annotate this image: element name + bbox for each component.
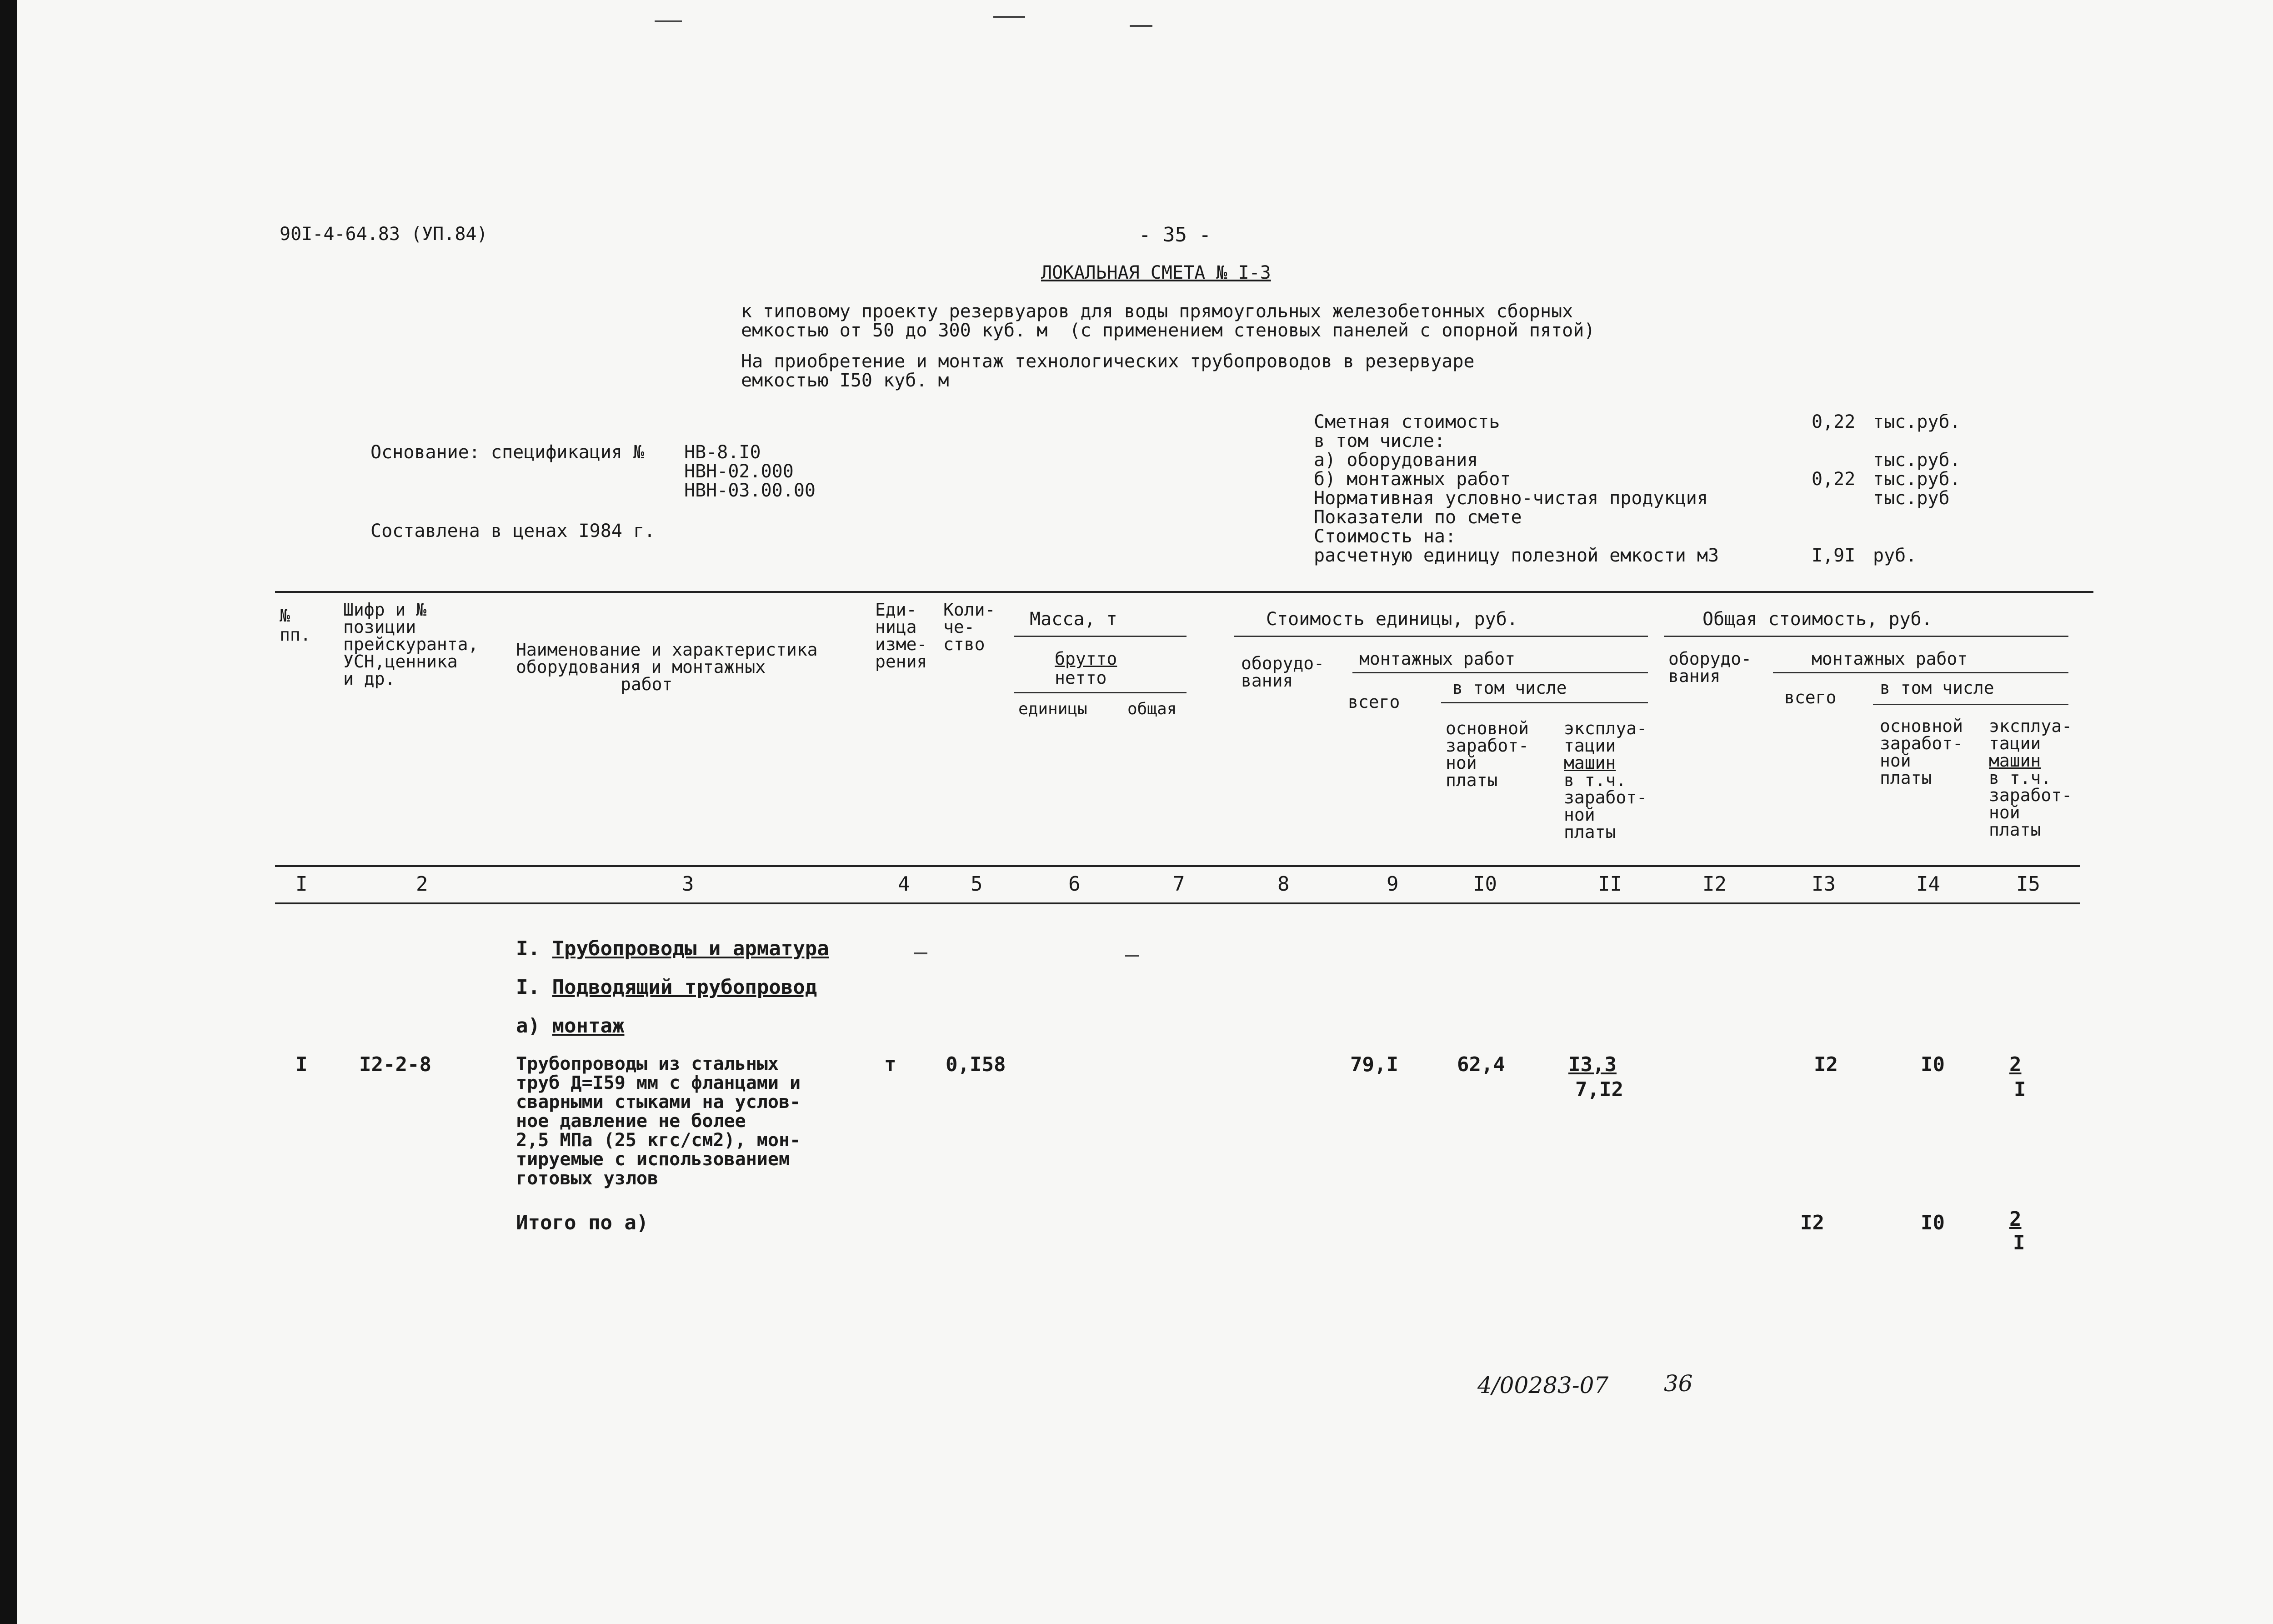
purpose-line2: емкостью I50 куб. м (741, 370, 949, 391)
subtotal-c15-bottom: I (2013, 1231, 2025, 1254)
hdr-t-mounting-rule (1773, 672, 2068, 673)
hdr-t-equip-1: оборудо- (1668, 649, 1752, 669)
row1-name-2: труб Д=I59 мм с фланцами и (516, 1073, 801, 1093)
scan-edge (0, 0, 17, 1624)
hdr-incl: в том числе (1452, 678, 1567, 698)
row1-name-5: 2,5 МПа (25 кгс/см2), мон- (516, 1130, 801, 1151)
hdr-code-1: Шифр и № (343, 600, 427, 620)
section-num: I. (516, 937, 552, 960)
hdr-unit-1: Еди- (875, 600, 917, 620)
hdr-name-1: Наименование и характеристика (516, 640, 818, 660)
purpose-line1: На приобретение и монтаж технологических трубопроводов в резервуаре (741, 351, 1475, 372)
hdr-t-mach-incl-1: в т.ч. (1989, 768, 2052, 788)
cost-summary-line3: а) оборудования (1314, 450, 1478, 471)
cost-summary-line1: Сметная стоимость (1314, 411, 1500, 432)
unit-cost-unit: руб. (1873, 545, 1917, 566)
hdr-t-mounting: монтажных работ (1812, 649, 1968, 669)
section-pipes-valves (516, 939, 829, 959)
hdr-t-mach-incl-2: заработ- (1989, 785, 2073, 805)
handwritten-inventory-number: 4/00283-07 (1477, 1372, 1609, 1398)
colnum-1: I (295, 872, 308, 896)
hdr-mass-rule (1014, 636, 1187, 637)
hdr-t-base-3: ной (1880, 751, 1911, 771)
prices-year: Составлена в ценах I984 г. (370, 521, 656, 541)
colnum-5: 5 (971, 872, 983, 896)
scan-mark (914, 952, 927, 954)
mounting-cost-unit: тыс.руб. (1873, 469, 1961, 490)
row1-c11-bottom: 7,I2 (1575, 1078, 1623, 1101)
section-num: I. (516, 976, 552, 999)
doc-code: 90I-4-64.83 (УП.84) (280, 224, 488, 245)
hdr-unit-3: изме- (875, 634, 927, 654)
basis-value-3: НВН-03.00.00 (684, 480, 816, 501)
subtotal-label: Итого по а) (516, 1211, 649, 1234)
hdr-name-2: оборудования и монтажных (516, 657, 766, 677)
hdr-mass: Масса, т (1030, 609, 1117, 630)
hdr-base-1: основной (1446, 718, 1529, 738)
hdr-brutto: брутто (1055, 649, 1117, 669)
row1-c15-top: 2 (2009, 1053, 2022, 1076)
row1-name-3: сварными стыками на услов- (516, 1092, 801, 1113)
row1-num: I (295, 1053, 308, 1076)
hdr-code-3: прейскуранта, (343, 634, 479, 654)
hdr-base-3: ной (1446, 753, 1477, 773)
row1-c14: I0 (1921, 1053, 1945, 1076)
hdr-equip-1: оборудо- (1241, 653, 1325, 673)
project-desc-line1: к типовому проекту резервуаров для воды прямоугольных железобетонных сборных (741, 301, 1573, 322)
colnum-top-rule (275, 865, 2080, 867)
hdr-mach-incl-4: платы (1564, 822, 1616, 842)
colnum-13: I3 (1812, 872, 1836, 896)
hdr-equip-2: вания (1241, 671, 1293, 691)
hdr-num-2: пп. (280, 625, 311, 645)
cost-summary-line7: Стоимость на: (1314, 526, 1457, 547)
section-letter: а) (516, 1014, 552, 1038)
hdr-incl-rule (1441, 702, 1648, 703)
colnum-bottom-rule (275, 902, 2080, 904)
hdr-t-mach-incl-4: платы (1989, 820, 2041, 840)
row1-unit: т (884, 1053, 896, 1076)
cost-summary-line8: расчетную единицу полезной емкости м3 (1314, 545, 1719, 566)
hdr-name-3: работ (621, 674, 673, 694)
section-supply-pipe (516, 977, 817, 997)
hdr-mach-incl-3: ной (1564, 805, 1595, 825)
colnum-9: 9 (1387, 872, 1399, 896)
hdr-code-2: позиции (343, 617, 416, 637)
row1-name-1: Трубопроводы из стальных (516, 1053, 779, 1074)
hdr-t-base-1: основной (1880, 716, 1963, 736)
colnum-14: I4 (1916, 872, 1940, 896)
cost-summary-line6: Показатели по смете (1314, 507, 1522, 528)
hdr-code-4: УСН,ценника (343, 652, 458, 672)
hdr-mass-total: общая (1127, 700, 1177, 718)
total-cost-value: 0,22 (1812, 411, 1856, 432)
handwritten-page-number: 36 (1664, 1370, 1693, 1397)
hdr-qty-3: ство (943, 634, 985, 654)
equipment-cost-unit: тыс.руб. (1873, 450, 1961, 471)
hdr-t-base-2: заработ- (1880, 733, 1963, 753)
row1-c10: 62,4 (1457, 1053, 1505, 1076)
section-mounting-text: монтаж (552, 1014, 625, 1038)
row1-code: I2-2-8 (359, 1053, 431, 1076)
hdr-mach-incl-2: заработ- (1564, 787, 1647, 807)
hdr-t-incl: в том числе (1880, 678, 1994, 698)
colnum-11: II (1598, 872, 1622, 896)
hdr-t-mach-3: машин (1989, 751, 2041, 771)
cost-summary-line2: в том числе: (1314, 431, 1445, 451)
subtotal-c14: I0 (1921, 1211, 1945, 1234)
row1-qty: 0,I58 (946, 1053, 1006, 1076)
cost-summary-line5: Нормативная условно-чистая продукция (1314, 488, 1708, 509)
hdr-t-mach-2: тации (1989, 733, 2041, 753)
colnum-3: 3 (682, 872, 694, 896)
scan-mark (993, 16, 1025, 18)
hdr-netto: нетто (1055, 668, 1107, 688)
basis-value-1: НВ-8.I0 (684, 442, 761, 463)
colnum-15: I5 (2016, 872, 2040, 896)
project-desc-line2: емкостью от 50 до 300 куб. м (с применением стеновых панелей с опорной пятой) (741, 320, 1595, 341)
unit-cost-value: I,9I (1812, 545, 1856, 566)
row1-c13: I2 (1814, 1053, 1838, 1076)
hdr-mach-incl-1: в т.ч. (1564, 770, 1627, 790)
scan-mark (1125, 955, 1139, 957)
hdr-mass-rule-2 (1014, 692, 1187, 693)
section-mounting (516, 1016, 624, 1036)
row1-name-6: тируемые с использованием (516, 1149, 790, 1170)
colnum-10: I0 (1473, 872, 1497, 896)
row1-c9: 79,I (1350, 1053, 1398, 1076)
hdr-mounting-rule (1352, 672, 1648, 673)
colnum-2: 2 (416, 872, 428, 896)
table-top-rule-full (275, 591, 2080, 593)
basis-label: Основание: спецификация № (370, 442, 645, 463)
hdr-base-4: платы (1446, 770, 1498, 790)
page-number: - 35 - (1139, 223, 1211, 246)
hdr-unit-cost: Стоимость единицы, руб. (1266, 609, 1518, 630)
subtotal-c13: I2 (1800, 1211, 1824, 1234)
hdr-code-5: и др. (343, 669, 396, 689)
scan-mark (655, 20, 682, 22)
section-supply-pipe-text: Подводящий трубопровод (552, 976, 817, 999)
total-cost-unit: тыс.руб. (1873, 411, 1961, 432)
hdr-t-equip-2: вания (1668, 666, 1721, 686)
hdr-t-incl-rule (1873, 704, 2068, 705)
doc-title: ЛОКАЛЬНАЯ СМЕТА № I-3 (1041, 262, 1271, 283)
hdr-total-cost: Общая стоимость, руб. (1702, 609, 1933, 630)
row1-name-4: ное давление не более (516, 1111, 746, 1132)
hdr-mounting: монтажных работ (1359, 649, 1516, 669)
colnum-7: 7 (1173, 872, 1185, 896)
row1-c11-top: I3,3 (1568, 1053, 1617, 1076)
colnum-6: 6 (1068, 872, 1081, 896)
row1-c15-bottom: I (2014, 1078, 2026, 1101)
hdr-qty-1: Коли- (943, 600, 996, 620)
hdr-mach-1: эксплуа- (1564, 718, 1647, 738)
hdr-t-mach-1: эксплуа- (1989, 716, 2073, 736)
colnum-12: I2 (1702, 872, 1727, 896)
hdr-unit-2: ница (875, 617, 917, 637)
ncp-unit: тыс.руб (1873, 488, 1950, 509)
basis-value-2: НВН-02.000 (684, 461, 794, 482)
hdr-t-mach-incl-3: ной (1989, 802, 2020, 822)
row1-name-7: готовых узлов (516, 1168, 659, 1189)
cost-summary-line4: б) монтажных работ (1314, 469, 1511, 490)
scan-mark (1130, 25, 1152, 27)
hdr-num-1: № (280, 606, 290, 626)
hdr-unit-4: рения (875, 652, 927, 672)
hdr-total-cost-rule (1664, 636, 2068, 637)
hdr-base-2: заработ- (1446, 736, 1529, 756)
hdr-unit-cost-rule (1234, 636, 1648, 637)
hdr-t-base-4: платы (1880, 768, 1932, 788)
colnum-4: 4 (898, 872, 910, 896)
hdr-mach-2: тации (1564, 736, 1616, 756)
hdr-qty-2: че- (943, 617, 975, 637)
hdr-mach-3: машин (1564, 753, 1616, 773)
mounting-cost-value: 0,22 (1812, 469, 1856, 490)
hdr-t-all: всего (1784, 687, 1837, 707)
subtotal-c15-top: 2 (2009, 1208, 2022, 1231)
section-pipes-valves-text: Трубопроводы и арматура (552, 937, 829, 960)
hdr-mass-unit: единицы (1018, 700, 1087, 718)
colnum-8: 8 (1277, 872, 1290, 896)
hdr-all: всего (1348, 692, 1400, 712)
